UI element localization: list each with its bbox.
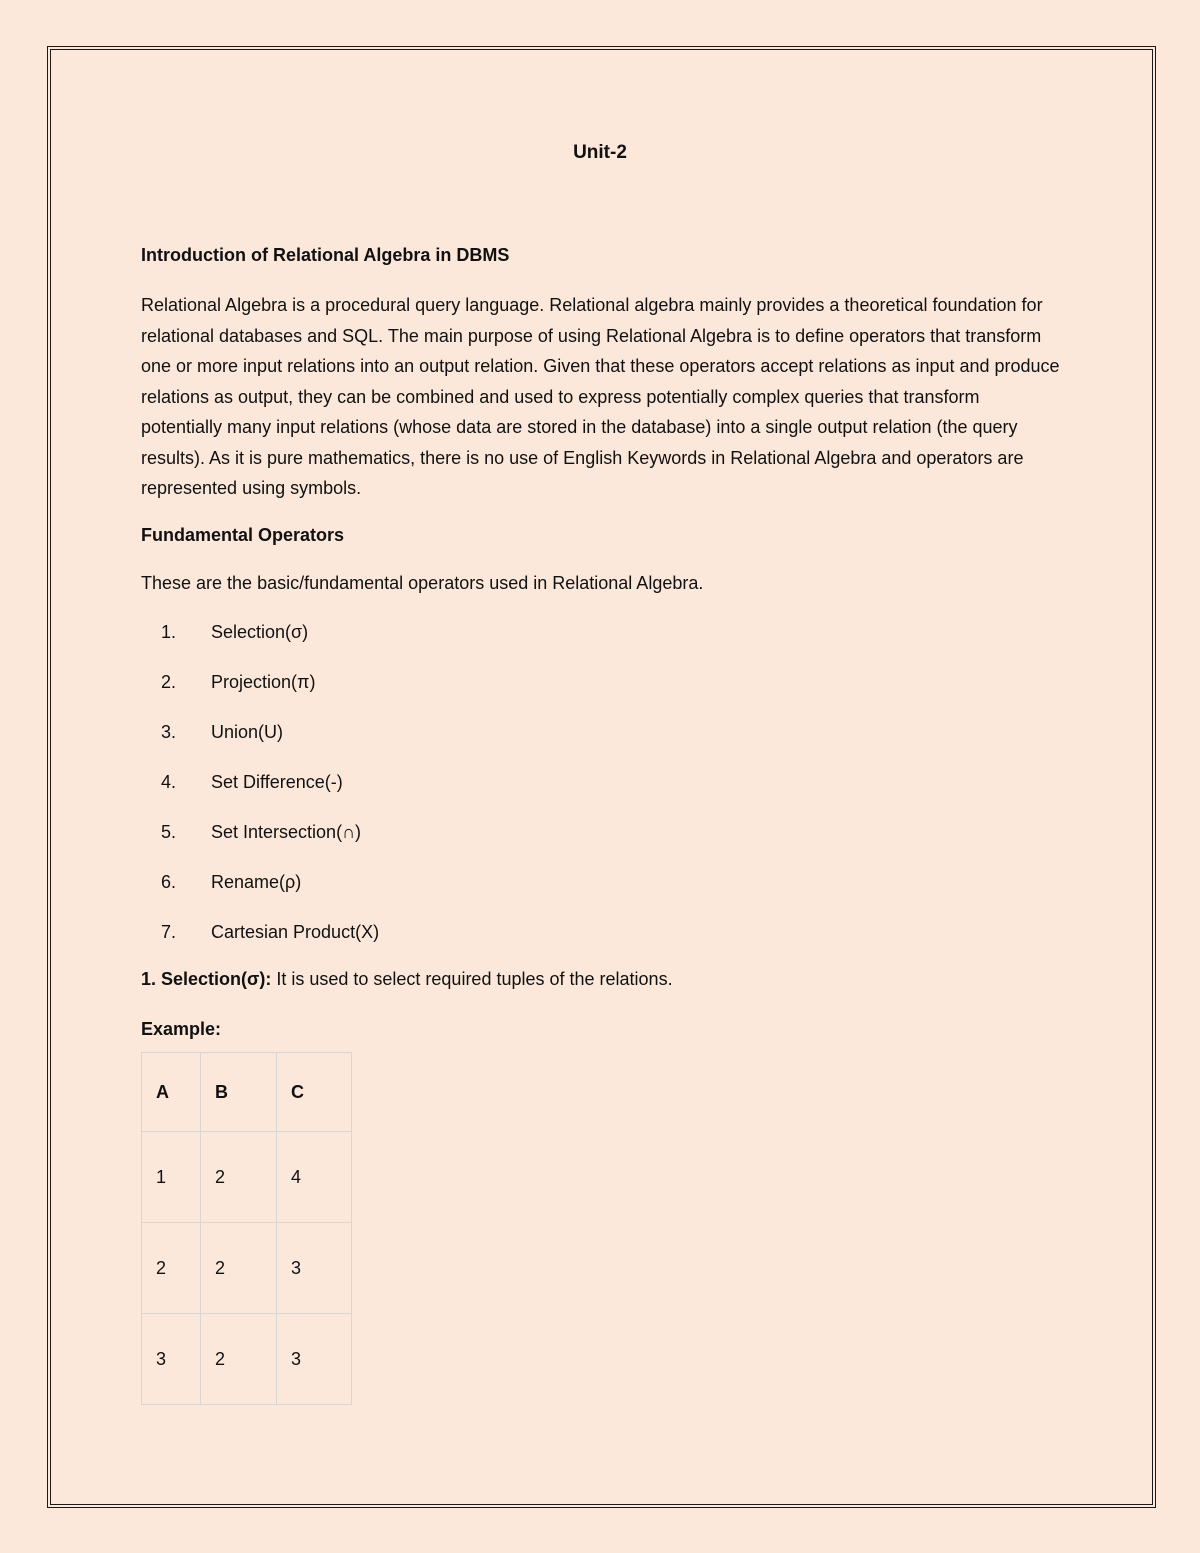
list-item-label: Union(U) — [211, 722, 284, 742]
table-cell: 2 — [201, 1132, 277, 1223]
table-row — [142, 1223, 352, 1314]
fundamental-operators-paragraph: These are the basic/fundamental operators used in Relational Algebra. — [141, 572, 704, 593]
table-cell: 3 — [142, 1314, 201, 1405]
table-cell: 3 — [277, 1223, 352, 1314]
table-cell: 2 — [201, 1223, 277, 1314]
list-item — [141, 717, 1061, 767]
intro-heading: Introduction of Relational Algebra in DBMS — [141, 245, 510, 265]
table-cell: 1 — [142, 1132, 201, 1223]
table-cell: 3 — [277, 1314, 352, 1405]
selection-text: It is used to select required tuples of the relations. — [271, 969, 673, 989]
example-relation-table — [141, 1052, 352, 1405]
table-header-row — [142, 1053, 352, 1132]
list-item — [141, 617, 1061, 667]
list-item-number: 7. — [160, 922, 176, 942]
fundamental-operators-heading: Fundamental Operators — [141, 524, 345, 545]
unit-title: Unit-2 — [573, 142, 627, 163]
selection-definition — [141, 964, 1061, 1014]
list-item-label: Selection(σ) — [211, 622, 309, 642]
list-item-label: Cartesian Product(X) — [211, 922, 380, 942]
document-body — [141, 240, 1061, 1405]
list-item-number: 2. — [160, 672, 176, 692]
table-cell: 2 — [201, 1314, 277, 1405]
table-row — [142, 1132, 352, 1223]
table-header-cell: A — [142, 1053, 201, 1132]
list-item-number: 4. — [160, 772, 176, 792]
list-item-number: 3. — [160, 722, 176, 742]
operators-list — [141, 617, 1061, 967]
selection-title: 1. Selection(σ): — [141, 969, 272, 989]
list-item — [141, 917, 1061, 967]
list-item — [141, 667, 1061, 717]
table-row — [142, 1314, 352, 1405]
table-header-cell: B — [201, 1053, 277, 1132]
table-header-cell: C — [277, 1053, 352, 1132]
list-item-label: Rename(ρ) — [211, 872, 302, 892]
list-item-label: Set Difference(-) — [211, 772, 343, 792]
list-item-label: Projection(π) — [211, 672, 316, 692]
list-item — [141, 767, 1061, 817]
list-item-number: 6. — [160, 872, 176, 892]
list-item — [141, 817, 1061, 867]
intro-paragraph: Relational Algebra is a procedural query language. Relational algebra mainly provides a theoretical foundation for relational databases and SQL. The main purpose of using Relational Algebra is to define operators that transform one or more input relations into an output relation. Given that these operators accept relations as input and produce relations as output, they can be combined and used to express potentially complex queries that transform potentially many input relations (whose data are stored in the database) into a single output relation (the query results). As it is pure mathematics, there is no use of English Keywords in Relational Algebra and operators are represented using symbols. — [141, 295, 1060, 498]
table-cell: 2 — [142, 1223, 201, 1314]
list-item-label: Set Intersection(∩) — [211, 822, 361, 842]
list-item — [141, 867, 1061, 917]
list-item-number: 5. — [160, 822, 176, 842]
list-item-number: 1. — [160, 622, 176, 642]
table-cell: 4 — [277, 1132, 352, 1223]
example-label: Example: — [141, 1019, 222, 1039]
